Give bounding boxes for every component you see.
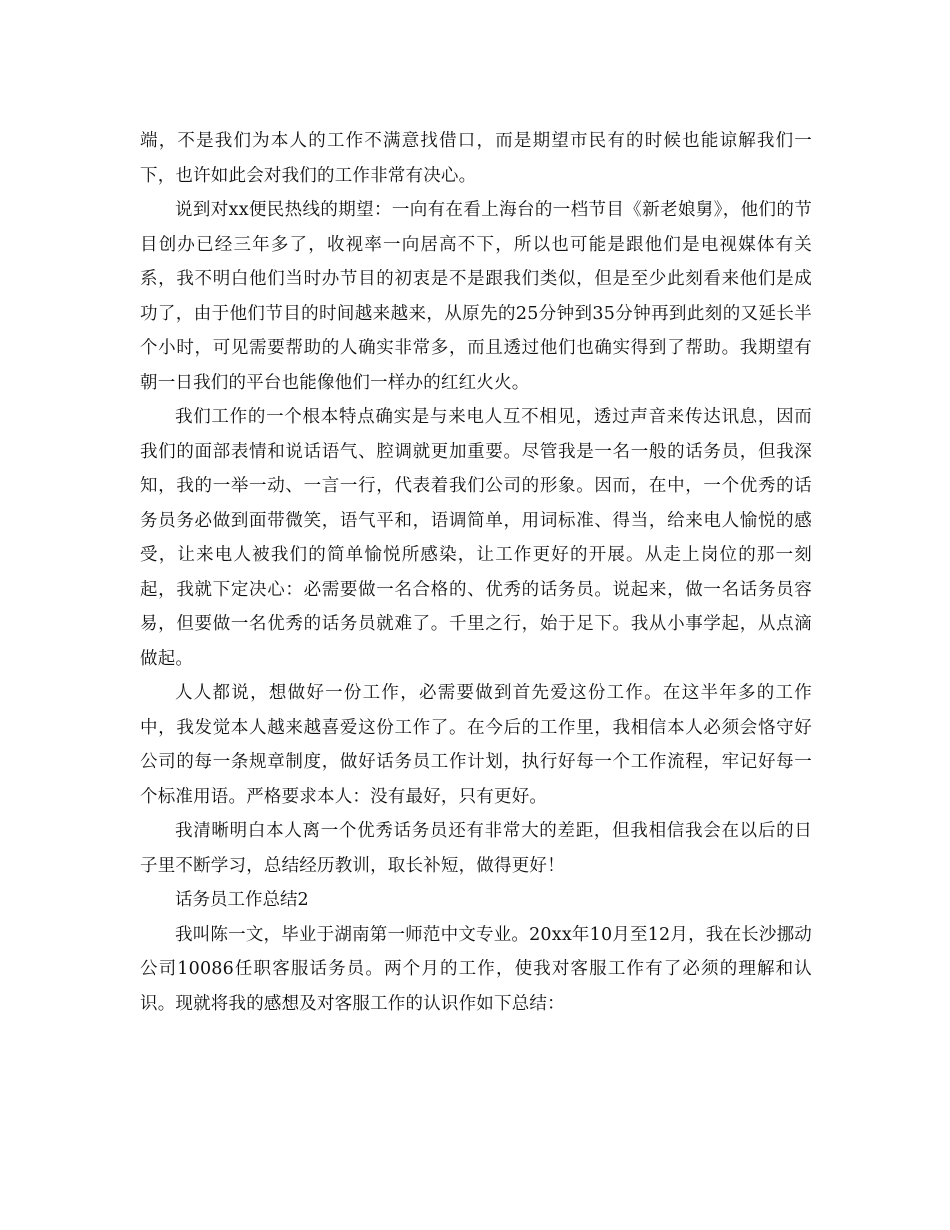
paragraph-2: 说到对xx便民热线的期望：一向有在看上海台的一档节目《新老娘舅》，他们的节目创办已经三年多了，收视率一向居高不下，所以也可能是跟他们是电视媒体有关系，我不明白他们当时办节目的初衷是不是跟我们类似，但是至少此刻看来他们是成功了，由于他们节目的时间越来越来，从原先的25分钟到35分钟再到此刻的又延长半个小时，可见需要帮助的人确实非常多，而且透过他们也确实得到了帮助。我期望有朝一日我们的平台也能像他们一样办的红红火火。 — [140, 200, 812, 393]
paragraph-5: 我清晰明白本人离一个优秀话务员还有非常大的差距，但我相信我会在以后的日子里不断学习，总结经历教训，取长补短，做得更好！ — [140, 821, 812, 876]
paragraph-3: 我们工作的一个根本特点确实是与来电人互不相见，透过声音来传达讯息，因而我们的面部表情和说话语气、腔调就更加重要。尽管我是一名一般的话务员，但我深知，我的一举一动、一言一行，代表着我们公司的形象。因而，在中，一个优秀的话务员务必做到面带微笑，语气平和，语调简单，用词标准、得当，给来电人愉悦的感受，让来电人被我们的简单愉悦所感染，让工作更好的开展。从走上岗位的那一刻起，我就下定决心：必需要做一名合格的、优秀的话务员。说起来，做一名话务员容易，但要做一名优秀的话务员就难了。千里之行，始于足下。我从小事学起，从点滴做起。 — [140, 407, 812, 669]
section-heading: 话务员工作总结2 — [175, 890, 309, 910]
document-body — [140, 124, 812, 1021]
paragraph-4: 人人都说，想做好一份工作，必需要做到首先爱这份工作。在这半年多的工作中，我发觉本人越来越喜爱这份工作了。在今后的工作里，我相信本人必须会恪守好公司的每一条规章制度，做好话务员工作计划，执行好每一个工作流程，牢记好每一个标准用语。严格要求本人：没有最好，只有更好。 — [140, 683, 812, 807]
paragraph-1: 端，不是我们为本人的工作不满意找借口，而是期望市民有的时候也能谅解我们一下，也许如此会对我们的工作非常有决心。 — [140, 131, 812, 186]
section-paragraph-1: 我叫陈一文，毕业于湖南第一师范中文专业。20xx年10月至12月，我在长沙挪动公司10086任职客服话务员。两个月的工作，使我对客服工作有了必须的理解和认识。现就将我的感想及对客服工作的认识作如下总结： — [140, 924, 812, 1014]
